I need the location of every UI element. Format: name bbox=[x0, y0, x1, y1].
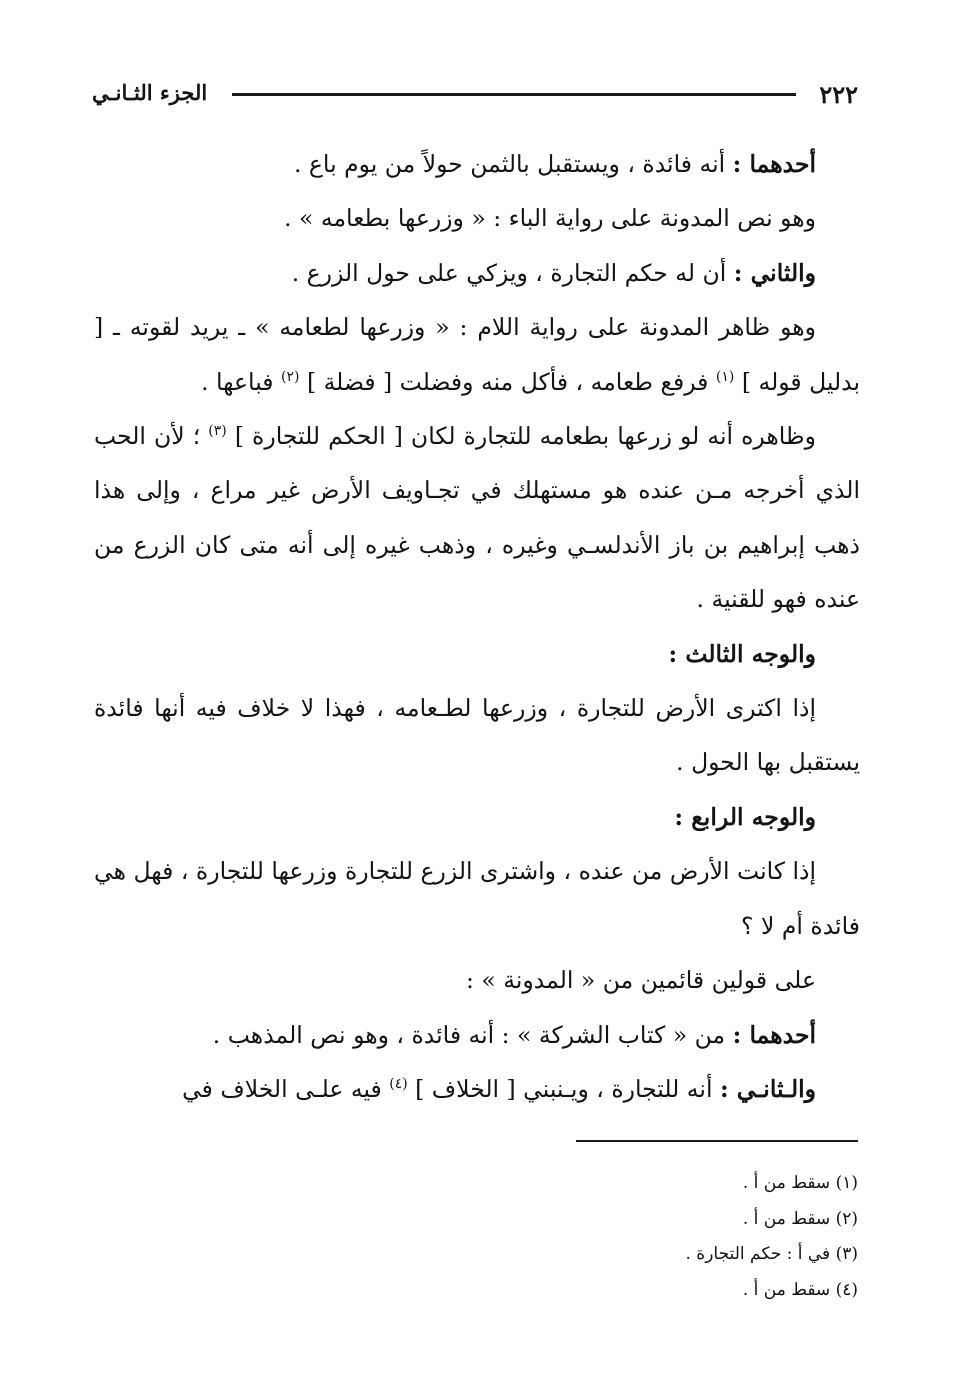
paragraph-text: وهو نص المدونة على رواية الباء : « وزرعها بطعامه » . bbox=[284, 204, 816, 233]
paragraph-text: من « كتاب الشركة » : أنه فائدة ، وهو نص المذهب . bbox=[212, 1020, 733, 1049]
paragraph-3 bbox=[94, 246, 860, 300]
paragraph-text: أن له حكم التجارة ، ويزكي على حول الزرع . bbox=[291, 258, 734, 287]
footnote-3: (٣) في أ : حكم التجارة . bbox=[685, 1244, 858, 1264]
paragraph-text: فيه علـى الخلاف في bbox=[182, 1074, 390, 1103]
paragraph-10 bbox=[94, 1062, 860, 1116]
footnote-2: (٢) سقط من أ . bbox=[742, 1208, 858, 1229]
footnote-4: (٤) سقط من أ . bbox=[742, 1279, 858, 1300]
page-number: ٢٢٢ bbox=[819, 80, 858, 109]
paragraph-text: ؛ لأن الحب الذي أخرجه مـن عنده هو مستهلك في تجـاويف الأرض غير مراع ، وإلى هذا ذهب إبراهيم بن باز الأندلسـي وغيره ، وذهب غيره إلى أنه متى كان الزرع من عنده فهو للقنية . bbox=[94, 422, 860, 614]
paragraph-4 bbox=[94, 300, 860, 409]
paragraph-text: فرفع طعامه ، فأكل منه وفضلت [ فضلة ] bbox=[299, 367, 716, 396]
page-header bbox=[92, 78, 858, 118]
footnote-ref-4[interactable]: (٤) bbox=[389, 1076, 408, 1093]
paragraph-text: وهو ظاهر المدونة على رواية اللام : « وزرعها لطعامه » ـ يريد لقوته ـ [ بدليل قوله ] bbox=[94, 313, 860, 396]
running-title: الجزء الثـانـي bbox=[92, 80, 208, 105]
paragraph-lead: والثاني : bbox=[733, 258, 816, 287]
paragraph-5 bbox=[94, 409, 860, 627]
paragraph-text: فباعها . bbox=[201, 367, 281, 396]
paragraph-text: وظاهره أنه لو زرعها بطعامه للتجارة لكان [ الحكم للتجارة ] bbox=[226, 422, 816, 451]
paragraph-text: أنه فائدة ، ويستقبل بالثمن حولاً من يوم باع . bbox=[293, 150, 733, 178]
paragraph-lead: أحدهما : bbox=[732, 1020, 816, 1049]
footnote-separator bbox=[576, 1140, 858, 1142]
page-body bbox=[94, 137, 860, 1116]
paragraph-9 bbox=[94, 1008, 860, 1062]
paragraph-lead: والـثانـي : bbox=[719, 1074, 816, 1103]
footnote-ref-1[interactable]: (١) bbox=[715, 368, 735, 385]
section-heading-fourth: والوجه الرابع : bbox=[674, 802, 816, 831]
paragraph-lead: أحدهما : bbox=[732, 150, 816, 178]
section-heading-third: والوجه الثالث : bbox=[668, 639, 816, 668]
footnotes bbox=[358, 1166, 858, 1308]
header-rule bbox=[232, 93, 796, 96]
paragraph-text: أنه للتجارة ، ويـنبني [ الخلاف ] bbox=[407, 1074, 720, 1103]
footnote-ref-3[interactable]: (٣) bbox=[208, 423, 227, 440]
paragraph-8: على قولين قائمين من « المدونة » : bbox=[466, 966, 816, 995]
paragraph-1 bbox=[94, 137, 860, 191]
footnote-1: (١) سقط من أ . bbox=[742, 1173, 858, 1193]
paragraph-6: إذا اكترى الأرض للتجارة ، وزرعها لطـعامه ، فهذا لا خلاف فيه أنها فائدة يستقبل بها الحول . bbox=[94, 694, 860, 777]
paragraph-2 bbox=[94, 191, 860, 245]
paragraph-7: إذا كانت الأرض من عنده ، واشترى الزرع للتجارة وزرعها للتجارة ، فهل هي فائدة أم لا ؟ bbox=[94, 857, 860, 940]
footnote-ref-2[interactable]: (٢) bbox=[281, 368, 300, 385]
